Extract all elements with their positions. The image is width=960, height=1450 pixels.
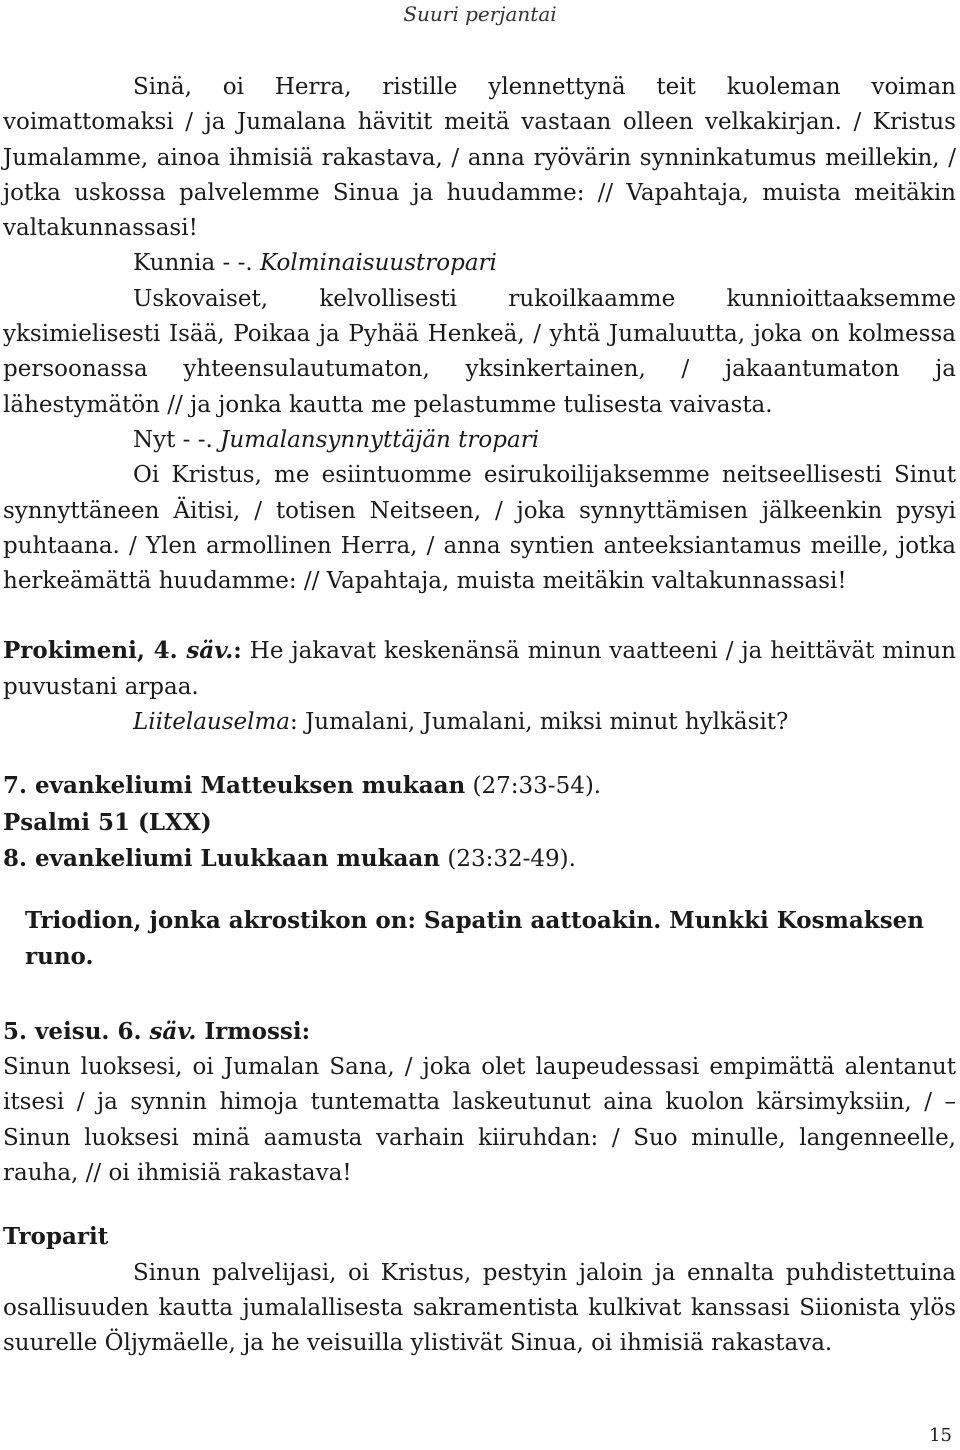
verse-text: : Jumalani, Jumalani, miksi minut hylkäsit? [290,709,789,736]
document-body [3,70,956,1362]
ode-heading [3,1014,956,1050]
reading-matthew-title: 7. evankeliumi Matteuksen mukaan [3,772,466,800]
troparia-text: Sinun palvelijasi, oi Kristus, pestyin jaloin ja ennalta puhdistettuina osallisuuden kautta jumalallisesta sakramentista kulkivat kanssasi Siionista ylös suurelle Öljymäelle, ja he veisuilla ylistivät Sinua, oi ihmisiä rakastava. [3,1259,956,1357]
reading-luke [3,841,956,877]
troparia-heading [3,1219,956,1255]
theotokion-heading [3,423,956,458]
running-head: Suuri perjantai [403,2,557,26]
irmos-text: Sinun luoksesi, oi Jumalan Sana, / joka olet laupeudessasi empimättä alentanut itsesi / ja synnin himoja tuntematta laskeutunut aina kuolon kärsimyksiin, / – Sinun luoksesi minä aamusta varhain kiiruhdan: / Suo minulle, langenneelle, rauha, // oi ihmisiä rakastava! [3,1054,956,1187]
ode-tone: säv. [149,1017,197,1045]
triodion-heading: Triodion, jonka akrostikon on: Sapatin aattoakin. Munkki Kosmaksen runo. [25,907,925,970]
troparion-paragraph: Sinä, oi Herra, ristille ylennettynä teit kuoleman voiman voimattomaksi / ja Jumalana hävitit meitä vastaan olleen velkakirjan. / Kristus Jumalamme, ainoa ihmisiä rakastava, / anna ryövärin synninkatumus meillekin, / jotka uskossa palvelemme Sinua ja huudamme: // Vapahtaja, muista meitäkin valtakunnassasi! [3,74,956,242]
prokeimenon-label: Prokimeni, 4. [3,637,187,665]
theotokion-text: Oi Kristus, me esiintuomme esirukoilijaksemme neitseellisesti Sinut synnyttäneen Äitisi, / totisen Neitseen, / joka synnyttämisen jälkeenkin pysyi puhtaana. / Ylen armollinen Herra, / anna syntien anteeksiantamus meille, jotka herkeämättä huudamme: // Vapahtaja, muista meitäkin valtakunnassasi! [3,462,956,595]
troparia-heading-text: Troparit [3,1223,109,1251]
reading-psalm [3,805,956,841]
page-number: 15 [929,1425,952,1446]
reading-luke-ref: (23:32-49). [440,845,576,872]
reading-psalm-title: Psalmi 51 (LXX) [3,808,212,836]
glory-lead: Kunnia - -. [133,250,260,277]
reading-luke-title: 8. evankeliumi Luukkaan mukaan [3,844,441,872]
now-lead: Nyt - -. [133,426,221,453]
prokeimenon-tone: säv. [186,637,234,665]
verse-label: Liitelauselma [133,709,291,736]
prokeimenon [3,633,956,705]
theotokion-title: Jumalansynnyttäjän tropari [220,426,540,453]
prokeimenon-colon: : [233,637,242,665]
prokeimenon-text: He jakavat keskenänsä minun vaatteeni / ja heittävät minun puvustani arpaa. [3,638,956,700]
trinity-troparion-heading [3,246,956,281]
irmos-label: Irmossi: [196,1017,311,1045]
ode-label: 5. veisu. 6. [3,1017,150,1045]
trinity-troparion-text: Uskovaiset, kelvollisesti rukoilkaamme kunnioittaaksemme yksimielisesti Isää, Poikaa ja Pyhää Henkeä, / yhtä Jumaluutta, joka on kolmessa persoonassa yhteensulautumaton, yksinkertainen, / jakaantumaton ja lähestymätön // ja jonka kautta me pelastumme tulisesta vaivasta. [3,285,956,418]
prokeimenon-verse [3,705,956,740]
reading-matthew [3,768,956,804]
reading-matthew-ref: (27:33-54). [465,773,602,800]
trinity-troparion-title: Kolminaisuustropari [259,250,497,277]
